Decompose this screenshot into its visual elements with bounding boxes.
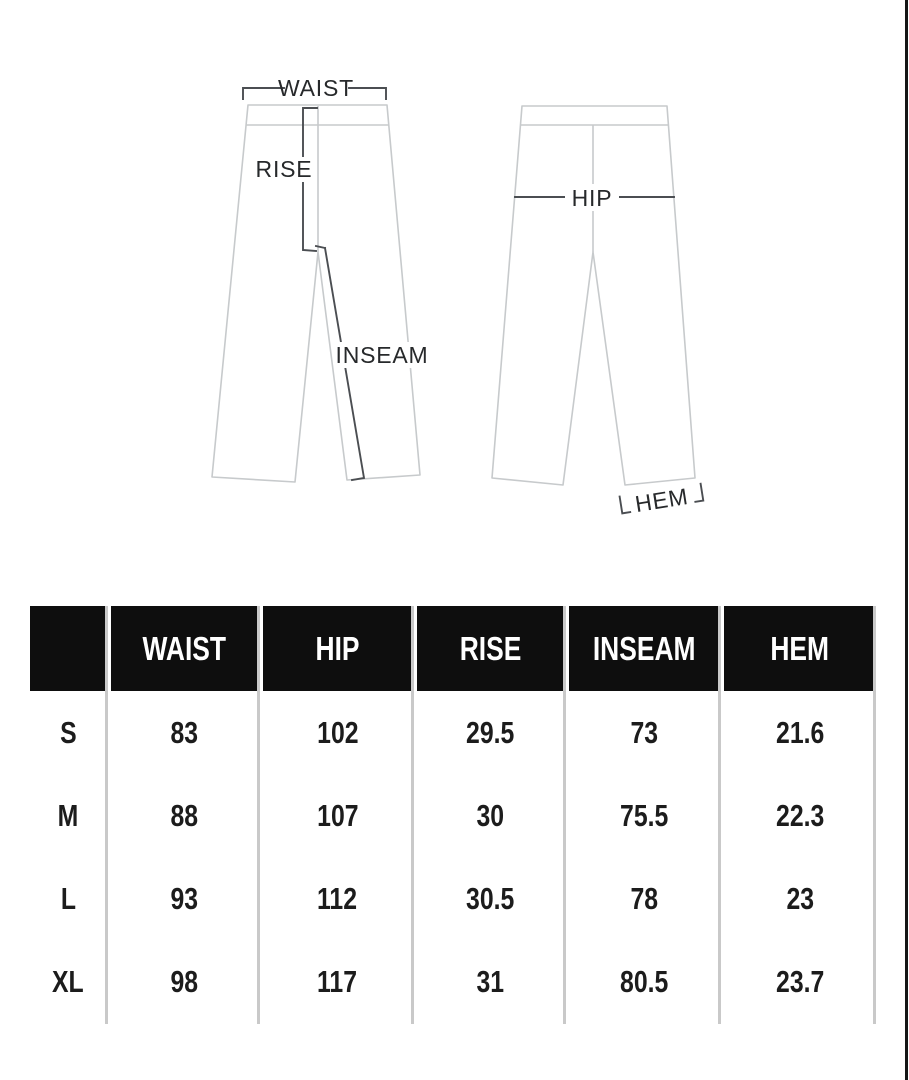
value-cell-rise [417, 774, 564, 857]
header-cell-size [30, 606, 106, 691]
table-row-xl [30, 940, 876, 1023]
column-divider [257, 606, 260, 1024]
front-pants-outline [212, 105, 420, 482]
size-label: S [59, 714, 77, 750]
size-label: XL [52, 963, 84, 999]
size-label: L [60, 880, 76, 916]
value-cell-rise [417, 691, 564, 774]
value-label: 93 [170, 880, 199, 916]
value-cell-hem [724, 857, 876, 940]
front-pants-drawing [212, 75, 429, 482]
value-label: 80.5 [619, 963, 669, 999]
size-cell [30, 691, 106, 774]
header-cell-rise [417, 606, 564, 691]
value-cell-hip [263, 774, 412, 857]
value-cell-hip [263, 940, 412, 1023]
value-cell-inseam [569, 940, 719, 1023]
value-cell-hem [724, 691, 876, 774]
value-label: 78 [630, 880, 658, 916]
hem-bracket-right [693, 484, 704, 502]
header-label: WAIST [142, 629, 227, 667]
value-label: 31 [476, 963, 505, 999]
header-label: RISE [459, 629, 522, 667]
header-cell-inseam [569, 606, 719, 691]
value-cell-hip [263, 857, 412, 940]
value-label: 88 [170, 797, 199, 833]
size-cell [30, 940, 106, 1023]
table-row-s [30, 691, 876, 774]
value-label: 75.5 [619, 797, 669, 833]
value-cell-inseam [569, 857, 719, 940]
value-label: 23 [786, 880, 814, 916]
value-label: 98 [170, 963, 199, 999]
table-row-m [30, 774, 876, 857]
column-divider [411, 606, 414, 1024]
hem-bracket-left [620, 495, 631, 513]
value-label: 22.3 [775, 797, 825, 833]
value-label: 30.5 [466, 880, 515, 916]
value-label: 83 [170, 714, 199, 750]
value-label: 107 [316, 797, 359, 833]
size-cell [30, 857, 106, 940]
value-cell-rise [417, 940, 564, 1023]
header-cell-hip [263, 606, 412, 691]
value-cell-hem [724, 940, 876, 1023]
value-cell-inseam [569, 691, 719, 774]
column-divider [105, 606, 108, 1024]
rise-label: RISE [255, 156, 313, 182]
header-label: INSEAM [592, 629, 696, 667]
value-label: 30 [476, 797, 505, 833]
value-label: 29.5 [466, 714, 515, 750]
value-cell-waist [111, 691, 258, 774]
value-label: 112 [317, 880, 358, 916]
inseam-label: INSEAM [335, 342, 429, 368]
value-cell-waist [111, 857, 258, 940]
size-table [30, 606, 876, 1025]
value-cell-inseam [569, 774, 719, 857]
table-header-row [30, 606, 876, 691]
value-cell-waist [111, 940, 258, 1023]
header-label: HIP [315, 629, 360, 667]
back-pants-drawing [492, 106, 704, 519]
value-label: 117 [317, 963, 358, 999]
value-cell-hem [724, 774, 876, 857]
size-label: M [57, 797, 79, 833]
column-divider [563, 606, 566, 1024]
value-cell-waist [111, 774, 258, 857]
waist-label: WAIST [278, 75, 354, 101]
hip-label: HIP [571, 185, 613, 211]
right-edge-border [905, 0, 908, 1080]
header-cell-waist [111, 606, 258, 691]
hem-bracket-group [619, 481, 704, 520]
header-label: HEM [770, 629, 830, 667]
value-label: 102 [316, 714, 359, 750]
column-divider [718, 606, 721, 1024]
value-cell-rise [417, 857, 564, 940]
value-label: 21.6 [775, 714, 825, 750]
value-label: 23.7 [775, 963, 825, 999]
value-cell-hip [263, 691, 412, 774]
hem-label: HEM [633, 482, 691, 518]
column-divider [873, 606, 876, 1024]
value-label: 73 [630, 714, 658, 750]
header-cell-hem [724, 606, 876, 691]
size-cell [30, 774, 106, 857]
waist-bracket-right [349, 88, 386, 99]
table-row-l [30, 857, 876, 940]
